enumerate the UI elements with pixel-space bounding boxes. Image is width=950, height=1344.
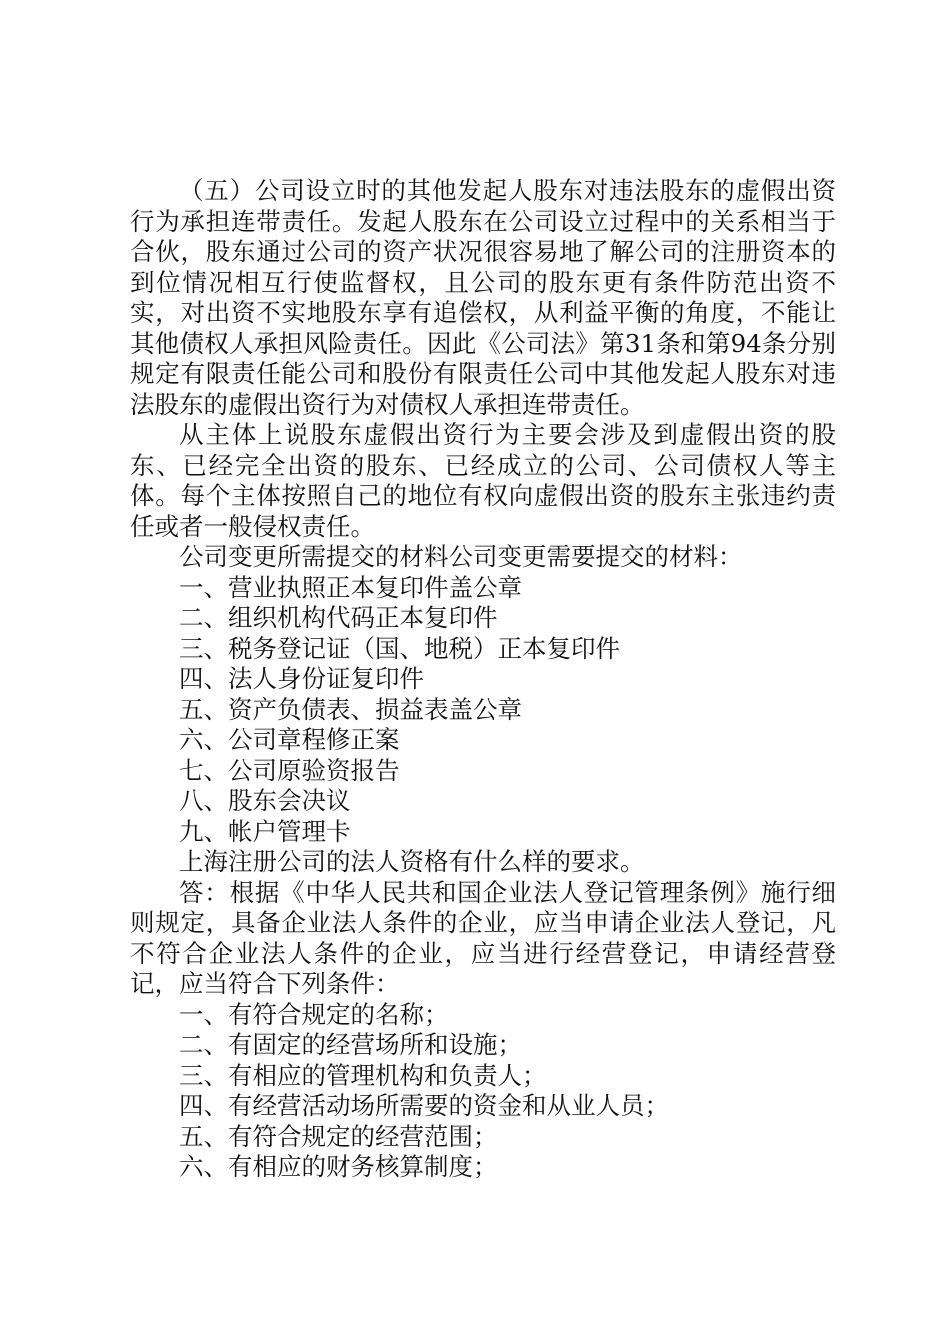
list-item: 三、有相应的管理机构和负责人； bbox=[179, 1060, 547, 1090]
list-item: 五、有符合规定的经营范围； bbox=[179, 1121, 498, 1151]
materials-intro: 公司变更所需提交的材料公司变更需要提交的材料： bbox=[179, 542, 743, 571]
list-item: 六、有相应的财务核算制度； bbox=[179, 1152, 498, 1181]
answer: 答：根据《中华人民共和国企业法人登记管理条例》施行细则规定，具备企业法人条件的企业，应当申请企业法人登记，凡不符合企业法人条件的企业，应当进行经营登记，申请经营登记，应当符合下列条件： bbox=[130, 877, 836, 998]
materials-list bbox=[130, 573, 836, 848]
list-item: 一、营业执照正本复印件盖公章 bbox=[179, 572, 522, 602]
question: 上海注册公司的法人资格有什么样的要求。 bbox=[179, 847, 645, 876]
list-item: 三、税务登记证（国、地税）正本复印件 bbox=[179, 633, 620, 663]
list-item: 一、有符合规定的名称； bbox=[179, 999, 449, 1029]
paragraph-joint-liability: （五）公司设立时的其他发起人股东对违法股东的虚假出资行为承担连带责任。发起人股东在公司设立过程中的关系相当于合伙，股东通过公司的资产状况很容易地了解公司的注册资本的到位情况相互行使监督权，且公司的股东更有条件防范出资不实，对出资不实地股东享有追偿权，从利益平衡的角度，不能让其他债权人承担风险责任。因此《公司法》第31条和第94条分别规定有限责任能公司和股份有限责任公司中其他发起人股东对违法股东的虚假出资行为对债权人承担连带责任。 bbox=[130, 176, 836, 419]
list-item: 九、帐户管理卡 bbox=[179, 816, 351, 846]
list-item: 五、资产负债表、损益表盖公章 bbox=[179, 694, 522, 724]
list-item: 七、公司原验资报告 bbox=[179, 755, 400, 785]
list-item: 六、公司章程修正案 bbox=[179, 725, 400, 754]
list-item: 八、股东会决议 bbox=[179, 786, 351, 815]
list-item: 二、组织机构代码正本复印件 bbox=[179, 603, 498, 632]
list-item: 四、法人身份证复印件 bbox=[179, 664, 424, 693]
paragraph-subjects: 从主体上说股东虚假出资行为主要会涉及到虚假出资的股东、已经完全出资的股东、已经成立的公司、公司债权人等主体。每个主体按照自己的地位有权向虚假出资的股东主张违约责任或者一般侵权责任。 bbox=[130, 420, 836, 541]
list-item: 四、有经营活动场所需要的资金和从业人员； bbox=[179, 1091, 669, 1120]
conditions-list bbox=[130, 1000, 836, 1183]
list-item: 二、有固定的经营场所和设施； bbox=[179, 1030, 522, 1059]
document-body bbox=[130, 176, 836, 1183]
